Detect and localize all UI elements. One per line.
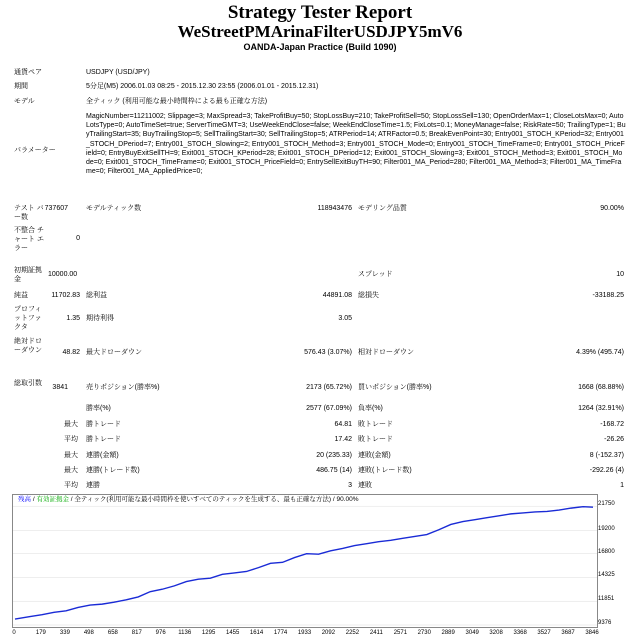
- x-tick-label: 2730: [417, 630, 431, 636]
- server-name: OANDA-Japan Practice (Build 1090): [243, 42, 397, 52]
- legend-desc: 全ティック(利用可能な最小時間枠を使いすべてのティックを生成する、最も正確な方法): [74, 496, 332, 503]
- trades-value: 3841: [52, 384, 68, 391]
- symbol-label: 通貨ペア: [14, 69, 42, 76]
- x-tick-label: 498: [83, 630, 94, 636]
- bars-label: テスト バー数: [14, 205, 44, 221]
- max-label-1: 最大: [64, 421, 78, 428]
- trades-label: 総取引数: [14, 380, 42, 387]
- x-tick-label: 3846: [585, 630, 599, 636]
- avg-label-1: 平均: [64, 436, 78, 443]
- maxdd-label: 最大ドローダウン: [86, 349, 142, 356]
- payoff-value: 3.05: [338, 315, 352, 322]
- cons-win-label: 連勝(金額): [86, 452, 119, 459]
- cons-lossamt-value: -292.26 (4): [589, 467, 624, 474]
- period-value: 5分足(M5) 2006.01.03 08:25 - 2015.12.30 23:55 (2006.01.01 - 2015.12.31): [86, 83, 319, 90]
- ea-name: WeStreetPMArinaFilterUSDJPY5mV6: [177, 22, 463, 41]
- avg-win-value: 17.42: [334, 436, 352, 443]
- y-tick-label: 14325: [598, 572, 615, 579]
- long-label: 買いポジション(勝率%): [358, 384, 432, 391]
- x-tick-label: 3687: [561, 630, 575, 636]
- symbol-value: USDJPY (USD/JPY): [86, 69, 150, 76]
- short-value: 2173 (65.72%): [306, 384, 352, 391]
- x-tick-label: 3049: [465, 630, 479, 636]
- report-title: Strategy Tester Report: [227, 2, 413, 23]
- long-value: 1668 (68.88%): [578, 384, 624, 391]
- x-tick-label: 3527: [537, 630, 551, 636]
- balance-series-line: [15, 507, 593, 619]
- absdd-label: 絶対ドローダウン: [14, 338, 42, 354]
- pf-value: 1.35: [66, 315, 80, 322]
- maxdd-value: 576.43 (3.07%): [304, 349, 352, 356]
- largest-loss-label: 敗トレード: [358, 421, 393, 428]
- pf-label: プロフィットファクタ: [14, 306, 42, 331]
- params-label: パラメーター: [14, 147, 56, 154]
- x-tick-label: 2092: [321, 630, 336, 636]
- cons-loss-label: 連敗(金額): [358, 452, 391, 459]
- x-tick-label: 1136: [178, 630, 192, 636]
- x-tick-label: 339: [59, 630, 70, 636]
- legend-sep-3: /: [332, 496, 335, 503]
- ticks-label: モデルティック数: [86, 205, 142, 212]
- avg-label-2: 平均: [64, 482, 78, 489]
- y-tick-label: 16800: [598, 548, 615, 555]
- cons-profit-label: 連勝(トレード数): [86, 467, 140, 474]
- reldd-label: 相対ドローダウン: [358, 349, 414, 356]
- quality-label: モデリング品質: [358, 205, 407, 212]
- loss-value: 1264 (32.91%): [578, 405, 624, 412]
- netprofit-label: 純益: [14, 292, 28, 299]
- x-tick-label: 1933: [297, 630, 312, 636]
- legend-equity: 有効証拠金: [36, 496, 69, 503]
- win-value: 2577 (67.09%): [306, 405, 352, 412]
- deposit-label: 初期証拠金: [14, 267, 42, 283]
- balance-chart: [12, 494, 598, 628]
- x-tick-label: 976: [155, 630, 166, 636]
- avg-loss-label: 敗トレード: [358, 436, 393, 443]
- x-tick-label: 3208: [489, 630, 503, 636]
- y-tick-label: 9376: [598, 620, 612, 626]
- x-tick-label: 1455: [225, 630, 240, 636]
- short-label: 売りポジション(勝率%): [86, 384, 160, 391]
- avg-cons-loss-label: 連敗: [358, 482, 372, 489]
- cons-profit-value: 486.75 (14): [316, 467, 352, 474]
- avg-win-label: 勝トレード: [86, 436, 121, 443]
- win-label: 勝率(%): [86, 405, 111, 412]
- period-label: 期間: [14, 83, 28, 90]
- deposit-value: 10000.00: [48, 271, 78, 278]
- x-tick-label: 1295: [201, 630, 216, 636]
- bars-value: 737607: [44, 205, 68, 212]
- netprofit-value: 11702.83: [51, 292, 80, 299]
- grossprofit-label: 総利益: [86, 292, 107, 299]
- avg-cons-win-label: 連勝: [86, 482, 100, 489]
- y-tick-label: 19200: [598, 525, 615, 532]
- cons-loss-value: 8 (-152.37): [589, 452, 624, 459]
- x-tick-label: 2411: [369, 630, 383, 636]
- avg-loss-value: -26.26: [604, 436, 624, 443]
- largest-win-value: 64.81: [334, 421, 352, 428]
- quality-value: 90.00%: [600, 205, 624, 212]
- grossprofit-value: 44891.08: [322, 292, 352, 299]
- absdd-value: 48.82: [62, 349, 80, 356]
- y-tick-label: 21750: [598, 501, 615, 508]
- x-tick-label: 0: [12, 630, 16, 636]
- avg-cons-win-value: 3: [348, 482, 352, 489]
- loss-label: 負率(%): [358, 405, 383, 412]
- grossloss-label: 総損失: [358, 292, 379, 299]
- largest-loss-value: -168.72: [600, 421, 624, 428]
- x-tick-label: 1614: [249, 630, 264, 636]
- ticks-value: 118943476: [317, 205, 352, 212]
- params-value: MagicNumber=11211002; Slippage=3; MaxSpread=3; TakeProfitBuy=50; StopLossBuy=210; TakeProfitSell=50; StopLossSell=130; OpenOrderMax=1; CloseLotsMax=0; AutoLotsType=0; AutoTimeSet=true; ServerTimeGMT=3; UseWeekEndClose=false; WeekEndCloseTime=1.5; FixLots=0.1; MoneyManage=false; RiskRate=50; TrailingType=1; BuyTrailingStart=35; BuyTrailingStop=5; SellTrailingStart=30; SellTrailingStop=5; ATRPeriod=14; ATRFactor=0.5; BreakEvenPoint=30; Entry001_STOCH_KPeriod=32; Entry001_STOCH_DPeriod=7; Entry001_STOCH_Slowing=2; Entry001_STOCH_Method=3; Entry001_STOCH_Mode=0; Entry001_STOCH_TimeFrame=0; Entry001_STOCH_PriceField=0; EntryBuyExitSellTH=9; Exit001_STOCH_KPeriod=28; Exit001_STOCH_DPeriod=12; Exit001_STOCH_Slowing=3; Exit001_STOCH_Method=3; Exit001_STOCH_Mode=0; Exit001_STOCH_TimeFrame=0; Exit001_STOCH_PriceField=0; EntrySellExitBuyTH=90; Filter001_MA_Period=280; Filter001_MA_Method=3; Filter001_MA_TimeFrame=0; Filter001_MA_AppliedPrice=0;: [86, 113, 626, 176]
- legend-sep-2: /: [70, 496, 73, 503]
- avg-cons-loss-value: 1: [620, 482, 624, 489]
- x-tick-label: 817: [131, 630, 142, 636]
- largest-win-label: 勝トレード: [86, 421, 121, 428]
- balance-chart-svg: [13, 495, 597, 627]
- max-label-2: 最大: [64, 452, 78, 459]
- errors-label: 不整合 チャート エラー: [14, 227, 44, 252]
- cons-lossamt-label: 連敗(トレード数): [358, 467, 412, 474]
- reldd-value: 4.39% (495.74): [576, 349, 624, 356]
- chart-legend: [18, 494, 359, 503]
- spread-label: スプレッド: [358, 271, 393, 278]
- x-tick-label: 179: [35, 630, 46, 636]
- grossloss-value: -33188.25: [592, 292, 624, 299]
- x-tick-label: 2252: [345, 630, 360, 636]
- y-tick-label: 11851: [598, 596, 615, 603]
- spread-value: 10: [616, 271, 624, 278]
- legend-balance: 残高: [18, 496, 31, 503]
- payoff-label: 期待利得: [86, 315, 114, 322]
- x-tick-label: 2571: [393, 630, 408, 636]
- x-tick-label: 3368: [513, 630, 527, 636]
- x-tick-label: 1774: [273, 630, 288, 636]
- legend-quality: 90.00%: [336, 496, 359, 503]
- legend-sep-1: /: [32, 496, 35, 503]
- cons-win-value: 20 (235.33): [316, 452, 352, 459]
- errors-value: 0: [76, 235, 80, 242]
- x-tick-label: 2889: [441, 630, 455, 636]
- max-label-3: 最大: [64, 467, 78, 474]
- model-value: 全ティック (利用可能な最小時間枠による最も正確な方法): [86, 98, 268, 105]
- x-tick-label: 658: [107, 630, 118, 636]
- model-label: モデル: [14, 98, 35, 105]
